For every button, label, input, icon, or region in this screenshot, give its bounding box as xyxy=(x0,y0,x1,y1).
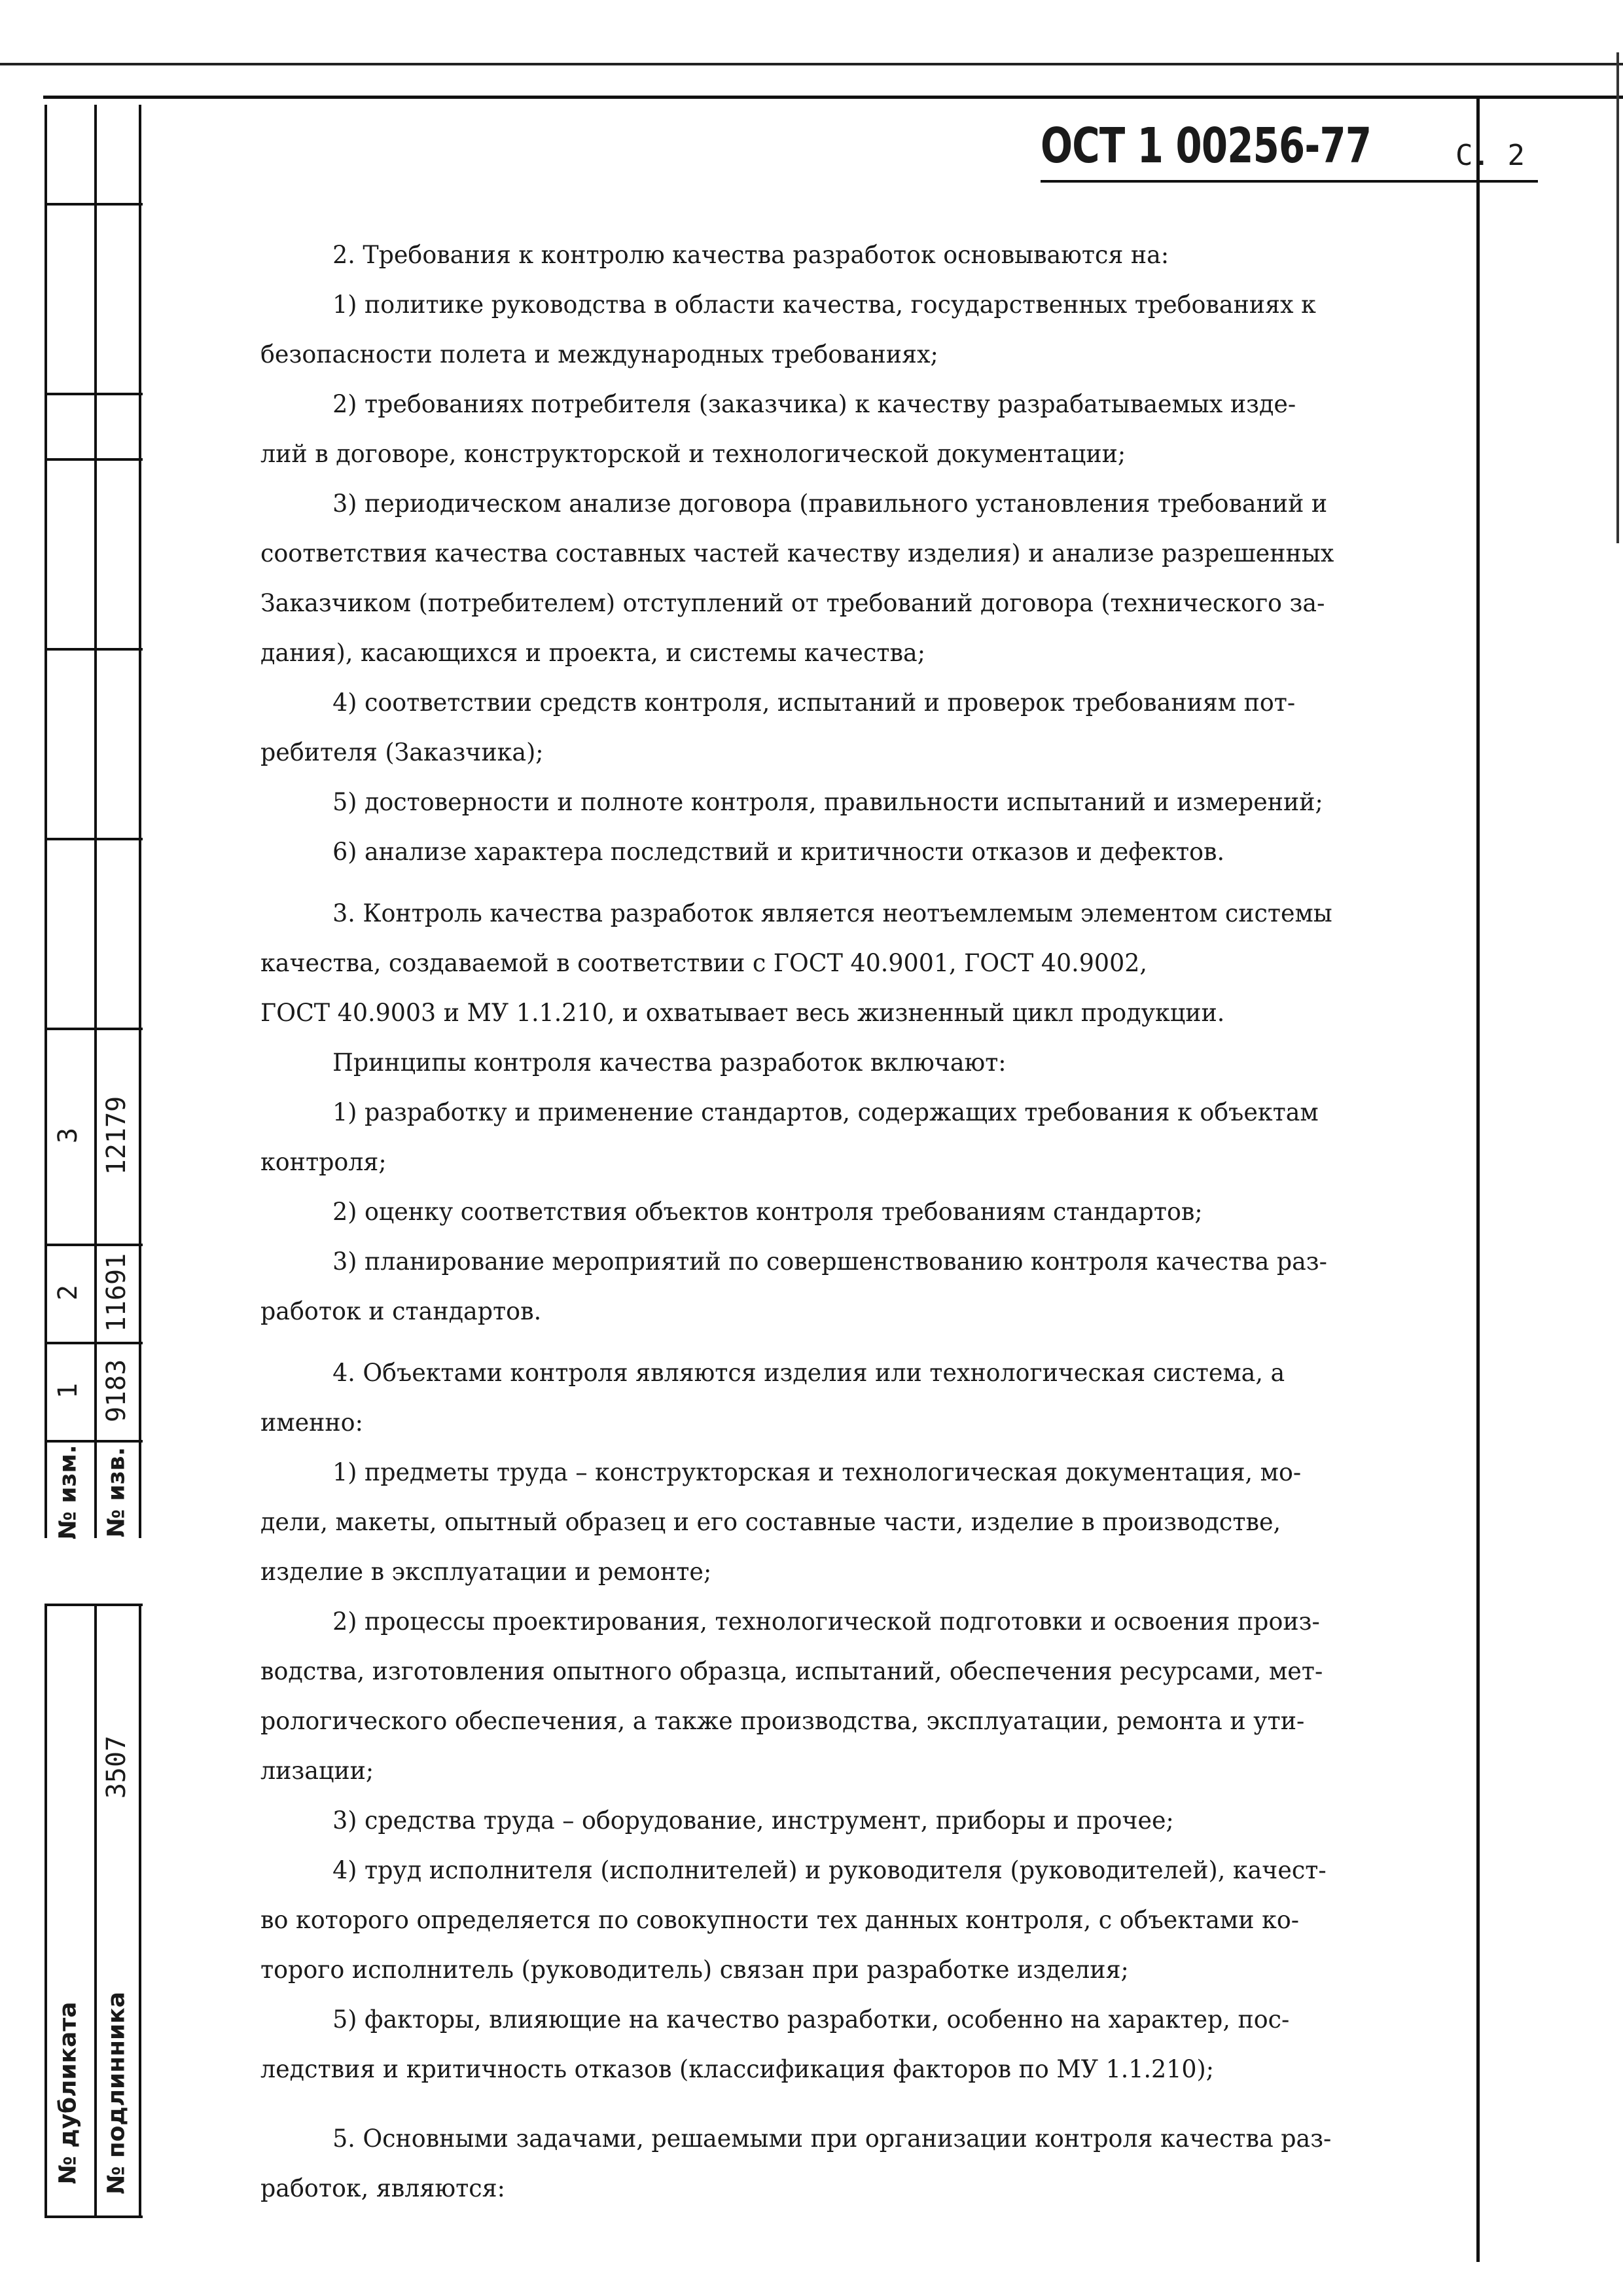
text-line: 5) факторы, влияющие на качество разработки, особенно на характер, пос- xyxy=(332,2005,1290,2034)
text-line: 2. Требования к контролю качества разработок основываются на: xyxy=(332,241,1169,269)
notice-label-cell xyxy=(92,1443,141,1541)
notice-number: 12179 xyxy=(101,1096,132,1175)
duplicate-label-cell xyxy=(45,1970,92,2215)
text-line: 1) предметы труда – конструкторская и технологическая документация, мо- xyxy=(332,1458,1302,1486)
text-line: дели, макеты, опытный образец и его составные части, изделие в производстве, xyxy=(260,1508,1281,1536)
text-line: рологического обеспечения, а также производства, эксплуатации, ремонта и ути- xyxy=(260,1707,1305,1735)
original-label: № подлинника xyxy=(103,1991,130,2195)
change-number: 2 xyxy=(53,1284,83,1301)
text-line: водства, изготовления опытного образца, испытаний, обеспечения ресурсами, мет- xyxy=(260,1657,1323,1685)
notice-number-label: № изв. xyxy=(103,1446,130,1538)
text-line: 6) анализе характера последствий и критичности отказов и дефектов. xyxy=(332,838,1225,866)
text-line: ребителя (Заказчика); xyxy=(260,738,544,766)
text-line: работок и стандартов. xyxy=(260,1297,542,1325)
scan-top-rule xyxy=(0,63,1623,65)
text-line: 4. Объектами контроля являются изделия или технологическая система, а xyxy=(332,1359,1285,1387)
text-line: 4) труд исполнителя (исполнителей) и руководителя (руководителей), качест- xyxy=(332,1856,1327,1884)
text-line: 3. Контроль качества разработок является неотъемлемым элементом системы xyxy=(332,899,1332,927)
text-line: 3) планирование мероприятий по совершенствованию контроля качества раз- xyxy=(332,1247,1327,1276)
text-line: работок, являются: xyxy=(260,2174,505,2202)
text-line: 5. Основными задачами, решаемыми при организации контроля качества раз- xyxy=(332,2125,1332,2153)
duplicate-number-cell xyxy=(45,1604,92,1931)
change-number: 1 xyxy=(53,1382,83,1399)
text-line: 2) оценку соответствия объектов контроля требованиям стандартов; xyxy=(332,1198,1203,1226)
notice-cell-2 xyxy=(92,1247,141,1338)
notice-cell-3 xyxy=(92,1031,141,1240)
text-line: лизации; xyxy=(260,1757,374,1785)
text-line: качества, создаваемой в соответствии с ГОСТ 40.9001, ГОСТ 40.9002, xyxy=(260,949,1147,977)
change-label-cell xyxy=(45,1443,92,1541)
text-line: 2) требованиях потребителя (заказчика) к качеству разрабатываемых изде- xyxy=(332,390,1296,418)
text-line: 4) соответствии средств контроля, испытаний и проверок требованиям пот- xyxy=(332,689,1296,717)
text-line: изделие в эксплуатации и ремонте; xyxy=(260,1558,712,1586)
text-line: соответствия качества составных частей качеству изделия) и анализе разрешенных xyxy=(260,539,1334,567)
text-line: контроля; xyxy=(260,1148,387,1176)
original-label-cell xyxy=(92,1970,141,2215)
original-number-cell xyxy=(92,1604,141,1931)
text-line: 1) политике руководства в области качества, государственных требованиях к xyxy=(332,291,1316,319)
change-number-label: № изм. xyxy=(54,1444,82,1540)
text-line: Заказчиком (потребителем) отступлений от требований договора (технического за- xyxy=(260,589,1325,617)
text-line: 2) процессы проектирования, технологической подготовки и освоения произ- xyxy=(332,1607,1320,1636)
duplicate-label: № дубликата xyxy=(54,2001,82,2184)
document-code: ОСТ 1 00256-77 xyxy=(1041,118,1372,174)
text-line: торого исполнитель (руководитель) связан при разработке изделия; xyxy=(260,1956,1129,1984)
page-header xyxy=(1041,118,1538,183)
page-frame-top xyxy=(43,96,1623,99)
text-line: Принципы контроля качества разработок включают: xyxy=(332,1049,1007,1077)
document-body xyxy=(260,230,1478,2214)
change-cell-2 xyxy=(45,1247,92,1338)
text-line: дания), касающихся и проекта, и системы качества; xyxy=(260,639,925,667)
notice-cell-1 xyxy=(92,1345,141,1437)
text-line: ледствия и критичность отказов (классификация факторов по МУ 1.1.210); xyxy=(260,2055,1215,2083)
original-number: 3507 xyxy=(101,1735,132,1799)
text-line: именно: xyxy=(260,1408,363,1437)
revision-stamp xyxy=(45,105,143,1538)
text-line: безопасности полета и международных требованиях; xyxy=(260,340,938,368)
change-number: 3 xyxy=(53,1127,83,1144)
originals-stamp xyxy=(45,1604,143,2215)
page-number: С. 2 xyxy=(1455,139,1525,172)
text-line: лий в договоре, конструкторской и технологической документации; xyxy=(260,440,1126,468)
text-line: 1) разработку и применение стандартов, содержащих требования к объектам xyxy=(332,1098,1319,1126)
text-line: 3) периодическом анализе договора (правильного установления требований и xyxy=(332,490,1328,518)
scan-page-edge xyxy=(1616,52,1619,543)
text-line: ГОСТ 40.9003 и МУ 1.1.210, и охватывает весь жизненный цикл продукции. xyxy=(260,999,1225,1027)
text-line: 3) средства труда – оборудование, инструмент, приборы и прочее; xyxy=(332,1806,1174,1835)
notice-number: 11691 xyxy=(101,1253,132,1333)
text-line: во которого определяется по совокупности тех данных контроля, с объектами ко- xyxy=(260,1906,1300,1934)
change-cell-1 xyxy=(45,1345,92,1437)
notice-number: 9183 xyxy=(101,1359,132,1423)
text-line: 5) достоверности и полноте контроля, правильности испытаний и измерений; xyxy=(332,788,1323,816)
change-cell-3 xyxy=(45,1031,92,1240)
